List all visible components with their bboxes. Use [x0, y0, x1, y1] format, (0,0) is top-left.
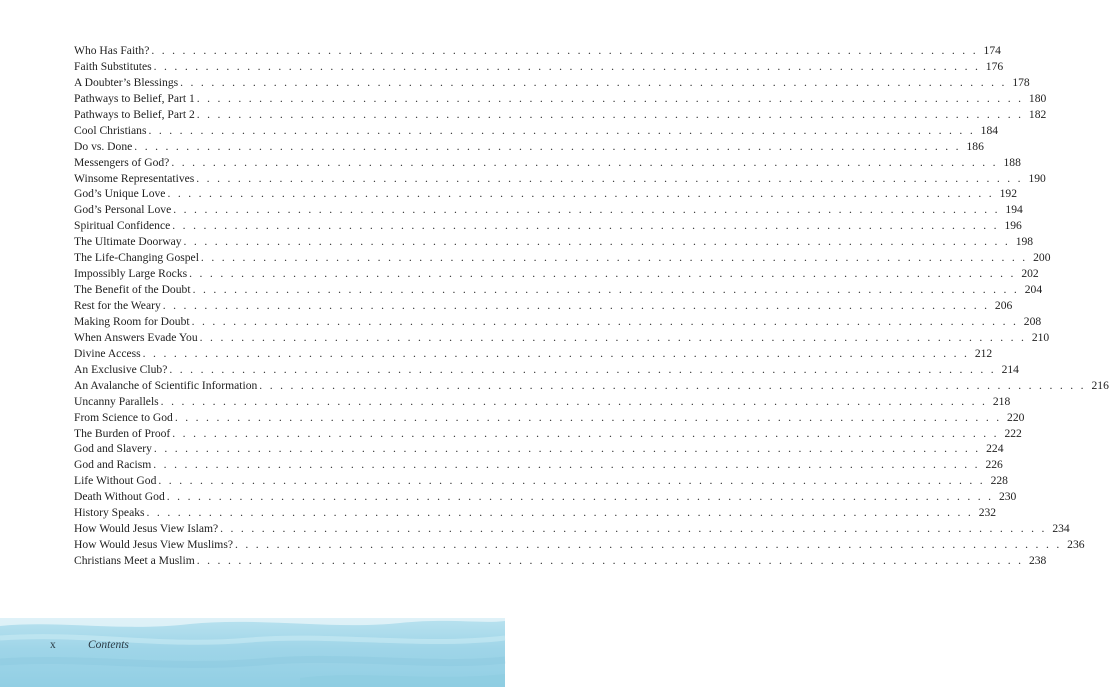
toc-entry-title: Spiritual Confidence — [74, 219, 171, 233]
toc-entry-page: 200 — [1033, 251, 1051, 265]
dot-leader: . . . . . . . . . . . . . . . . . . . . . . . . . . . . . . . . . . . . . . . . . . . . . . . . . . . . . . . . . . . . . . . . . . . . . . . . . . . . . . . . — [196, 91, 1024, 105]
toc-entry-title: History Speaks — [74, 506, 145, 520]
toc-entry-title: The Life-Changing Gospel — [74, 251, 199, 265]
dot-leader: . . . . . . . . . . . . . . . . . . . . . . . . . . . . . . . . . . . . . . . . . . . . . . . . . . . . . . . . . . . . . . . . . . . . . . . . . . . . . . . . — [151, 44, 978, 57]
toc-entry — [74, 394, 1011, 410]
dot-leader: . . . . . . . . . . . . . . . . . . . . . . . . . . . . . . . . . . . . . . . . . . . . . . . . . . . . . . . . . . . . . . . . . . . . . . . . . . . . . . . . — [180, 75, 1007, 89]
toc-entry-page: 184 — [980, 123, 999, 137]
toc-entry-page: 176 — [985, 59, 1004, 73]
toc-entry-page: 202 — [1021, 267, 1039, 281]
toc-entry-title: Christians Meet a Muslim — [74, 554, 195, 567]
toc-entry-title: Winsome Representatives — [74, 171, 195, 185]
toc-entry — [74, 202, 1023, 218]
toc-entry — [74, 139, 984, 155]
dot-leader: . . . . . . . . . . . . . . . . . . . . . . . . . . . . . . . . . . . . . . . . . . . . . . . . . . . . . . . . . . . . . . . . . . . . . . . . . . . . . . . . — [173, 203, 1000, 217]
toc-entry-title: God and Slavery — [74, 442, 152, 456]
toc-entry — [74, 473, 1008, 489]
footer-band — [0, 618, 505, 687]
toc-entry-title: Who Has Faith? — [74, 44, 150, 57]
toc-entry — [74, 43, 1001, 59]
toc-entry-page: 206 — [994, 299, 1013, 312]
toc-entry — [74, 298, 1013, 314]
toc-entry — [74, 553, 1047, 569]
toc-entry-page: 188 — [1003, 155, 1021, 169]
toc-entry — [74, 186, 1018, 202]
toc-entry-title: Making Room for Doubt — [74, 314, 190, 328]
toc-entry — [74, 107, 1047, 123]
toc-entry — [74, 457, 1003, 473]
dot-leader: . . . . . . . . . . . . . . . . . . . . . . . . . . . . . . . . . . . . . . . . . . . . . . . . . . . . . . . . . . . . . . . . . . . . . . . . . . . . . . . . — [160, 394, 988, 408]
toc-entry — [74, 59, 1004, 75]
toc-entry-title: How Would Jesus View Islam? — [74, 522, 219, 536]
toc-entry-title: Divine Access — [74, 346, 141, 360]
dot-leader: . . . . . . . . . . . . . . . . . . . . . . . . . . . . . . . . . . . . . . . . . . . . . . . . . . . . . . . . . . . . . . . . . . . . . . . . . . . . . . . . — [148, 123, 976, 137]
dot-leader: . . . . . . . . . . . . . . . . . . . . . . . . . . . . . . . . . . . . . . . . . . . . . . . . . . . . . . . . . . . . . . . . . . . . . . . . . . . . . . . . — [167, 187, 995, 201]
toc-entry-title: An Avalanche of Scientific Information — [74, 378, 258, 392]
toc-entry-title: Messengers of God? — [74, 155, 170, 169]
toc-entry-title: The Burden of Proof — [74, 426, 171, 440]
toc-entry-page: 222 — [1004, 426, 1022, 440]
toc-entry-title: God’s Unique Love — [74, 187, 166, 201]
dot-leader: . . . . . . . . . . . . . . . . . . . . . . . . . . . . . . . . . . . . . . . . . . . . . . . . . . . . . . . . . . . . . . . . . . . . . . . . . . . . . . . . — [192, 283, 1020, 297]
toc-entry-page: 210 — [1031, 330, 1050, 344]
toc-entry-page: 226 — [985, 458, 1003, 472]
toc-entry — [74, 505, 997, 521]
toc-entry-title: When Answers Evade You — [74, 330, 198, 344]
dot-leader: . . . . . . . . . . . . . . . . . . . . . . . . . . . . . . . . . . . . . . . . . . . . . . . . . . . . . . . . . . . . . . . . . . . . . . . . . . . . . . . . — [191, 314, 1019, 328]
dot-leader: . . . . . . . . . . . . . . . . . . . . . . . . . . . . . . . . . . . . . . . . . . . . . . . . . . . . . . . . . . . . . . . . . . . . . . . . . . . . . . . . — [158, 474, 985, 488]
toc-entry — [74, 234, 1034, 250]
dot-leader: . . . . . . . . . . . . . . . . . . . . . . . . . . . . . . . . . . . . . . . . . . . . . . . . . . . . . . . . . . . . . . . . . . . . . . . . . . . . . . . . — [259, 378, 1086, 392]
toc-entry-page: 212 — [974, 346, 993, 360]
toc-entry-page: 236 — [1067, 538, 1085, 552]
toc-entry — [74, 378, 1109, 394]
toc-entry — [74, 155, 1021, 171]
dot-leader: . . . . . . . . . . . . . . . . . . . . . . . . . . . . . . . . . . . . . . . . . . . . . . . . . . . . . . . . . . . . . . . . . . . . . . . . . . . . . . . . — [153, 442, 981, 456]
toc-entry — [74, 75, 1030, 91]
toc-entry-page: 232 — [978, 506, 997, 520]
dot-leader: . . . . . . . . . . . . . . . . . . . . . . . . . . . . . . . . . . . . . . . . . . . . . . . . . . . . . . . . . . . . . . . . . . . . . . . . . . . . . . . . — [199, 330, 1027, 344]
toc-entry — [74, 314, 1042, 330]
toc-entry-title: Rest for the Weary — [74, 299, 161, 312]
toc-entry-page: 186 — [966, 139, 984, 153]
toc-entry-page: 220 — [1007, 410, 1025, 424]
toc-entry — [74, 521, 1070, 537]
toc-entry-title: Cool Christians — [74, 123, 147, 137]
toc-entry-title: A Doubter’s Blessings — [74, 75, 179, 89]
dot-leader: . . . . . . . . . . . . . . . . . . . . . . . . . . . . . . . . . . . . . . . . . . . . . . . . . . . . . . . . . . . . . . . . . . . . . . . . . . . . . . . . — [196, 171, 1023, 185]
toc-entry — [74, 282, 1043, 298]
toc-entry — [74, 250, 1051, 266]
dot-leader: . . . . . . . . . . . . . . . . . . . . . . . . . . . . . . . . . . . . . . . . . . . . . . . . . . . . . . . . . . . . . . . . . . . . . . . . . . . . . . . . — [172, 426, 999, 440]
toc-entry — [74, 441, 1004, 457]
toc-entry-page: 178 — [1012, 75, 1030, 89]
toc-entry-page: 194 — [1005, 203, 1023, 217]
toc-entry-title: Death Without God — [74, 490, 165, 504]
dot-leader: . . . . . . . . . . . . . . . . . . . . . . . . . . . . . . . . . . . . . . . . . . . . . . . . . . . . . . . . . . . . . . . . . . . . . . . . . . . . . . . . — [189, 267, 1016, 281]
dot-leader: . . . . . . . . . . . . . . . . . . . . . . . . . . . . . . . . . . . . . . . . . . . . . . . . . . . . . . . . . . . . . . . . . . . . . . . . . . . . . . . . — [146, 506, 974, 520]
dot-leader: . . . . . . . . . . . . . . . . . . . . . . . . . . . . . . . . . . . . . . . . . . . . . . . . . . . . . . . . . . . . . . . . . . . . . . . . . . . . . . . . — [171, 155, 998, 169]
toc-entry-page: 208 — [1023, 314, 1042, 328]
dot-leader: . . . . . . . . . . . . . . . . . . . . . . . . . . . . . . . . . . . . . . . . . . . . . . . . . . . . . . . . . . . . . . . . . . . . . . . . . . . . . . . . — [153, 458, 980, 472]
dot-leader: . . . . . . . . . . . . . . . . . . . . . . . . . . . . . . . . . . . . . . . . . . . . . . . . . . . . . . . . . . . . . . . . . . . . . . . . . . . . . . . . — [169, 362, 996, 376]
toc-entry-page: 190 — [1028, 171, 1046, 185]
toc-entry-page: 218 — [992, 394, 1011, 408]
toc-entry — [74, 218, 1022, 234]
toc-entry — [74, 362, 1019, 378]
watercolor-wash — [0, 618, 505, 687]
toc-entry-title: Faith Substitutes — [74, 59, 152, 73]
toc-entry-page: 234 — [1052, 522, 1070, 536]
running-head: Contents — [88, 639, 129, 651]
dot-leader: . . . . . . . . . . . . . . . . . . . . . . . . . . . . . . . . . . . . . . . . . . . . . . . . . . . . . . . . . . . . . . . . . . . . . . . . . . . . . . . . — [162, 299, 990, 312]
toc-entry — [74, 123, 999, 139]
toc-entry-page: 182 — [1028, 107, 1047, 121]
toc-entry — [74, 171, 1046, 187]
dot-leader: . . . . . . . . . . . . . . . . . . . . . . . . . . . . . . . . . . . . . . . . . . . . . . . . . . . . . . . . . . . . . . . . . . . . . . . . . . . . . . . . — [153, 59, 981, 73]
dot-leader: . . . . . . . . . . . . . . . . . . . . . . . . . . . . . . . . . . . . . . . . . . . . . . . . . . . . . . . . . . . . . . . . . . . . . . . . . . . . . . . . — [200, 251, 1028, 265]
toc-entry-title: Do vs. Done — [74, 139, 133, 153]
dot-leader: . . . . . . . . . . . . . . . . . . . . . . . . . . . . . . . . . . . . . . . . . . . . . . . . . . . . . . . . . . . . . . . . . . . . . . . . . . . . . . . . — [166, 490, 994, 504]
dot-leader: . . . . . . . . . . . . . . . . . . . . . . . . . . . . . . . . . . . . . . . . . . . . . . . . . . . . . . . . . . . . . . . . . . . . . . . . . . . . . . . . — [174, 410, 1002, 424]
toc-entry-title: Uncanny Parallels — [74, 394, 159, 408]
toc-entry-page: 174 — [983, 44, 1001, 57]
toc-entry — [74, 346, 993, 362]
toc-entry-title: Life Without God — [74, 474, 157, 488]
dot-leader: . . . . . . . . . . . . . . . . . . . . . . . . . . . . . . . . . . . . . . . . . . . . . . . . . . . . . . . . . . . . . . . . . . . . . . . . . . . . . . . . — [142, 346, 970, 360]
dot-leader: . . . . . . . . . . . . . . . . . . . . . . . . . . . . . . . . . . . . . . . . . . . . . . . . . . . . . . . . . . . . . . . . . . . . . . . . . . . . . . . . — [196, 554, 1024, 567]
toc-entry-title: The Benefit of the Doubt — [74, 283, 191, 297]
toc-entry-page: 204 — [1024, 283, 1043, 297]
dot-leader: . . . . . . . . . . . . . . . . . . . . . . . . . . . . . . . . . . . . . . . . . . . . . . . . . . . . . . . . . . . . . . . . . . . . . . . . . . . . . . . . — [172, 219, 999, 233]
dot-leader: . . . . . . . . . . . . . . . . . . . . . . . . . . . . . . . . . . . . . . . . . . . . . . . . . . . . . . . . . . . . . . . . . . . . . . . . . . . . . . . . — [183, 235, 1011, 249]
toc-entry-page: 198 — [1015, 235, 1034, 249]
toc-entry-title: Pathways to Belief, Part 1 — [74, 91, 195, 105]
toc-entry-title: God’s Personal Love — [74, 203, 172, 217]
toc-entry-page: 230 — [998, 490, 1017, 504]
table-of-contents — [74, 43, 1109, 569]
dot-leader: . . . . . . . . . . . . . . . . . . . . . . . . . . . . . . . . . . . . . . . . . . . . . . . . . . . . . . . . . . . . . . . . . . . . . . . . . . . . . . . . — [220, 522, 1047, 536]
dot-leader: . . . . . . . . . . . . . . . . . . . . . . . . . . . . . . . . . . . . . . . . . . . . . . . . . . . . . . . . . . . . . . . . . . . . . . . . . . . . . . . . — [196, 107, 1024, 121]
dot-leader: . . . . . . . . . . . . . . . . . . . . . . . . . . . . . . . . . . . . . . . . . . . . . . . . . . . . . . . . . . . . . . . . . . . . . . . . . . . . . . . . — [134, 139, 961, 153]
toc-entry-page: 228 — [990, 474, 1008, 488]
toc-entry — [74, 330, 1050, 346]
toc-entry — [74, 266, 1039, 282]
toc-entry-page: 216 — [1091, 378, 1109, 392]
dot-leader: . . . . . . . . . . . . . . . . . . . . . . . . . . . . . . . . . . . . . . . . . . . . . . . . . . . . . . . . . . . . . . . . . . . . . . . . . . . . . . . . — [234, 538, 1062, 552]
toc-entry-title: Pathways to Belief, Part 2 — [74, 107, 195, 121]
page-number: x — [50, 639, 56, 651]
toc-entry-page: 214 — [1001, 362, 1019, 376]
toc-entry-page: 224 — [986, 442, 1004, 456]
toc-entry — [74, 537, 1085, 553]
toc-entry-title: From Science to God — [74, 410, 173, 424]
toc-entry-title: God and Racism — [74, 458, 152, 472]
toc-entry-title: Impossibly Large Rocks — [74, 267, 188, 281]
toc-entry — [74, 489, 1017, 505]
toc-entry-page: 238 — [1028, 554, 1047, 567]
toc-entry-title: An Exclusive Club? — [74, 362, 168, 376]
toc-entry-title: How Would Jesus View Muslims? — [74, 538, 233, 552]
toc-entry-page: 192 — [999, 187, 1018, 201]
toc-entry — [74, 426, 1022, 442]
toc-entry-title: The Ultimate Doorway — [74, 235, 182, 249]
toc-entry — [74, 410, 1025, 426]
toc-entry — [74, 91, 1047, 107]
toc-entry-page: 196 — [1004, 219, 1022, 233]
toc-entry-page: 180 — [1028, 91, 1047, 105]
